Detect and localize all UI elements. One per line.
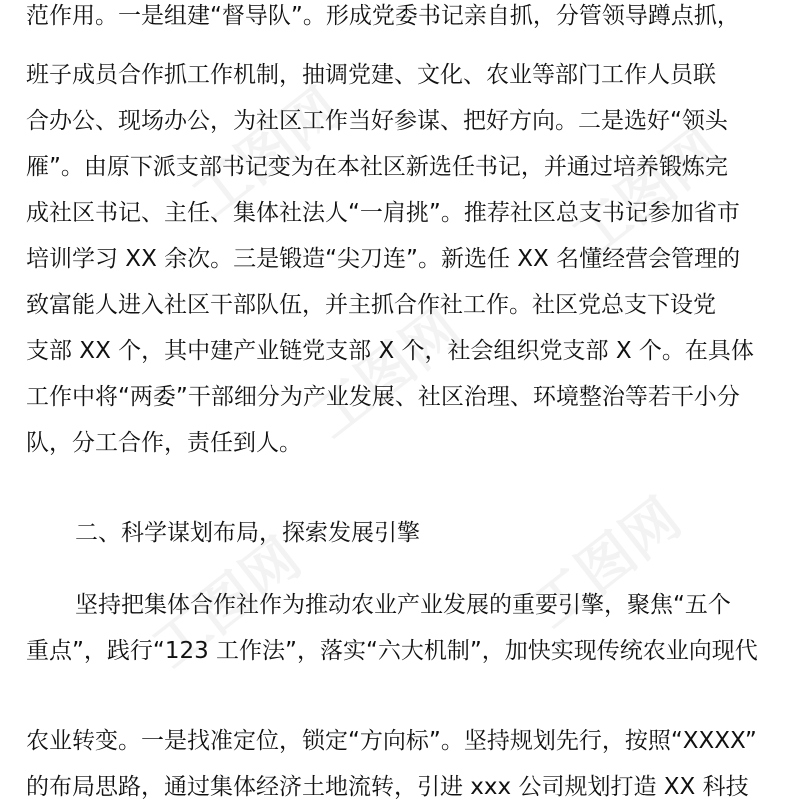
text-line: 坚持把集体合作社作为推动农业产业发展的重要引擎，聚焦“五个 [75,592,731,618]
text-line: 队，分工合作，责任到人。 [26,430,302,456]
text-line: 农业转变。一是找准定位，锁定“方向标”。坚持规划先行，按照“XXXX” [26,728,757,754]
text-line: 支部 XX 个，其中建产业链党支部 X 个，社会组织党支部 X 个。在具体 [26,338,754,364]
text-line: 的布局思路，通过集体经济土地流转，引进 xxx 公司规划打造 XX 科技 [26,774,749,800]
text-line: 成社区书记、主任、集体社法人“一肩挑”。推荐社区总支书记参加省市 [26,200,740,226]
text-line: 班子成员合作抓工作机制，抽调党建、文化、农业等部门工作人员联 [26,62,716,88]
text-line: 工作中将“两委”干部细分为产业发展、社区治理、环境整治等若干小分 [26,384,740,410]
text-line: 范作用。一是组建“督导队”。形成党委书记亲自抓，分管领导蹲点抓， [26,3,740,29]
text-line: 合办公、现场办公，为社区工作当好参谋、把好方向。二是选好“领头 [26,108,728,134]
text-line: 雁”。由原下派支部书记变为在本社区新选任书记，并通过培养锻炼完 [26,154,728,180]
section-heading: 二、科学谋划布局，探索发展引擎 [75,520,420,546]
text-line: 致富能人进入社区干部队伍，并主抓合作社工作。社区党总支下设党 [26,292,716,318]
text-line: 重点”，践行“123 工作法”，落实“六大机制”，加快实现传统农业向现代 [26,638,758,664]
text-line: 培训学习 XX 余次。三是锻造“尖刀连”。新选任 XX 名懂经营会管理的 [26,246,741,272]
